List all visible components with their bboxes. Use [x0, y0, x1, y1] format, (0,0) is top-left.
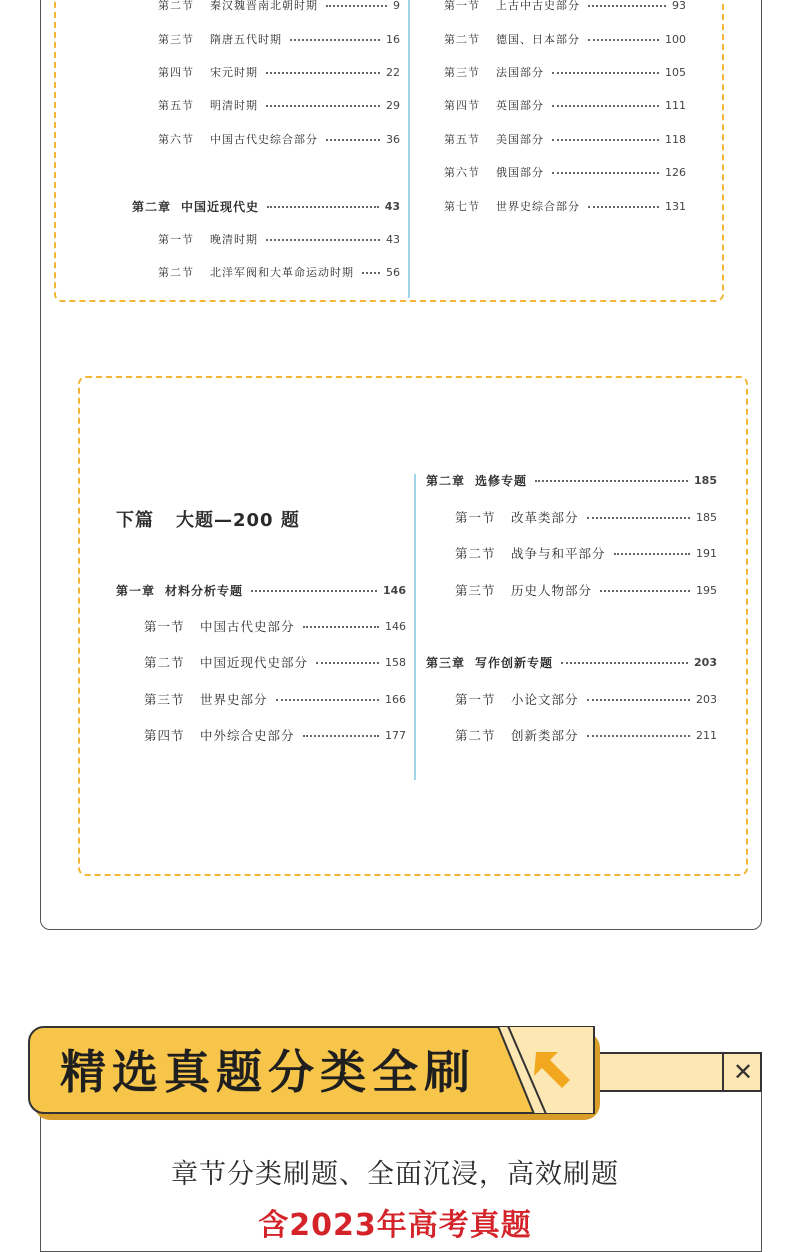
toc-row: 第五节 明清时期 29 [158, 98, 400, 112]
toc-row: 第三节 隋唐五代时期 16 [158, 32, 400, 46]
part-title [116, 506, 322, 532]
toc-row: 第四节 中外综合史部分 177 [144, 728, 406, 743]
toc-row: 第一节 改革类部分 185 [455, 510, 717, 525]
close-button[interactable] [722, 1052, 762, 1092]
toc-row: 第二节 德国、日本部分 100 [444, 32, 686, 46]
part-name: 大题—200 题 [176, 510, 300, 531]
toc-row: 第一节 小论文部分 203 [455, 692, 717, 707]
toc-row: 第二节 创新类部分 211 [455, 728, 717, 743]
banner-highlight: 含2023年高考真题 [258, 1208, 532, 1243]
toc-chapter-row: 第二章 中国近现代史 43 [132, 199, 400, 214]
toc-row: 第三节 世界史部分 166 [144, 692, 406, 707]
toc-row: 第二节 中国近现代史部分 158 [144, 655, 406, 670]
toc-row: 第一节 中国古代史部分 146 [144, 619, 406, 634]
toc-row: 第七节 世界史综合部分 131 [444, 199, 686, 213]
toc-row: 第一节 上古中古史部分 93 [444, 0, 686, 12]
banner-title: 精选真题分类全刷 [60, 1045, 476, 1099]
banner-subtitle: 章节分类刷题、全面沉浸，高效刷题 [171, 1159, 619, 1190]
upper-column-divider [408, 0, 410, 298]
toc-row: 第一节 晚清时期 43 [158, 232, 400, 246]
toc-chapter-row: 第三章 写作创新专题 203 [426, 655, 717, 670]
toc-row: 第六节 俄国部分 126 [444, 165, 686, 179]
banner-tab-notch [488, 1026, 600, 1114]
toc-row: 第三节 法国部分 105 [444, 65, 686, 79]
toc-row: 第四节 英国部分 111 [444, 98, 686, 112]
close-icon: ✕ [732, 1058, 754, 1086]
toc-row: 第二节 秦汉魏晋南北朝时期 9 [158, 0, 400, 12]
toc-chapter-row: 第二章 选修专题 185 [426, 473, 717, 488]
toc-row: 第二节 战争与和平部分 191 [455, 546, 717, 561]
toc-row: 第二节 北洋军阀和大革命运动时期 56 [158, 265, 400, 279]
toc-row: 第四节 宋元时期 22 [158, 65, 400, 79]
toc-row: 第三节 历史人物部分 195 [455, 583, 717, 598]
lower-column-divider [414, 474, 416, 780]
toc-row: 第五节 美国部分 118 [444, 132, 686, 146]
toc-chapter-row: 第一章 材料分析专题 146 [116, 583, 406, 598]
toc-row: 第六节 中国古代史综合部分 36 [158, 132, 400, 146]
part-label: 下篇 [116, 510, 154, 531]
